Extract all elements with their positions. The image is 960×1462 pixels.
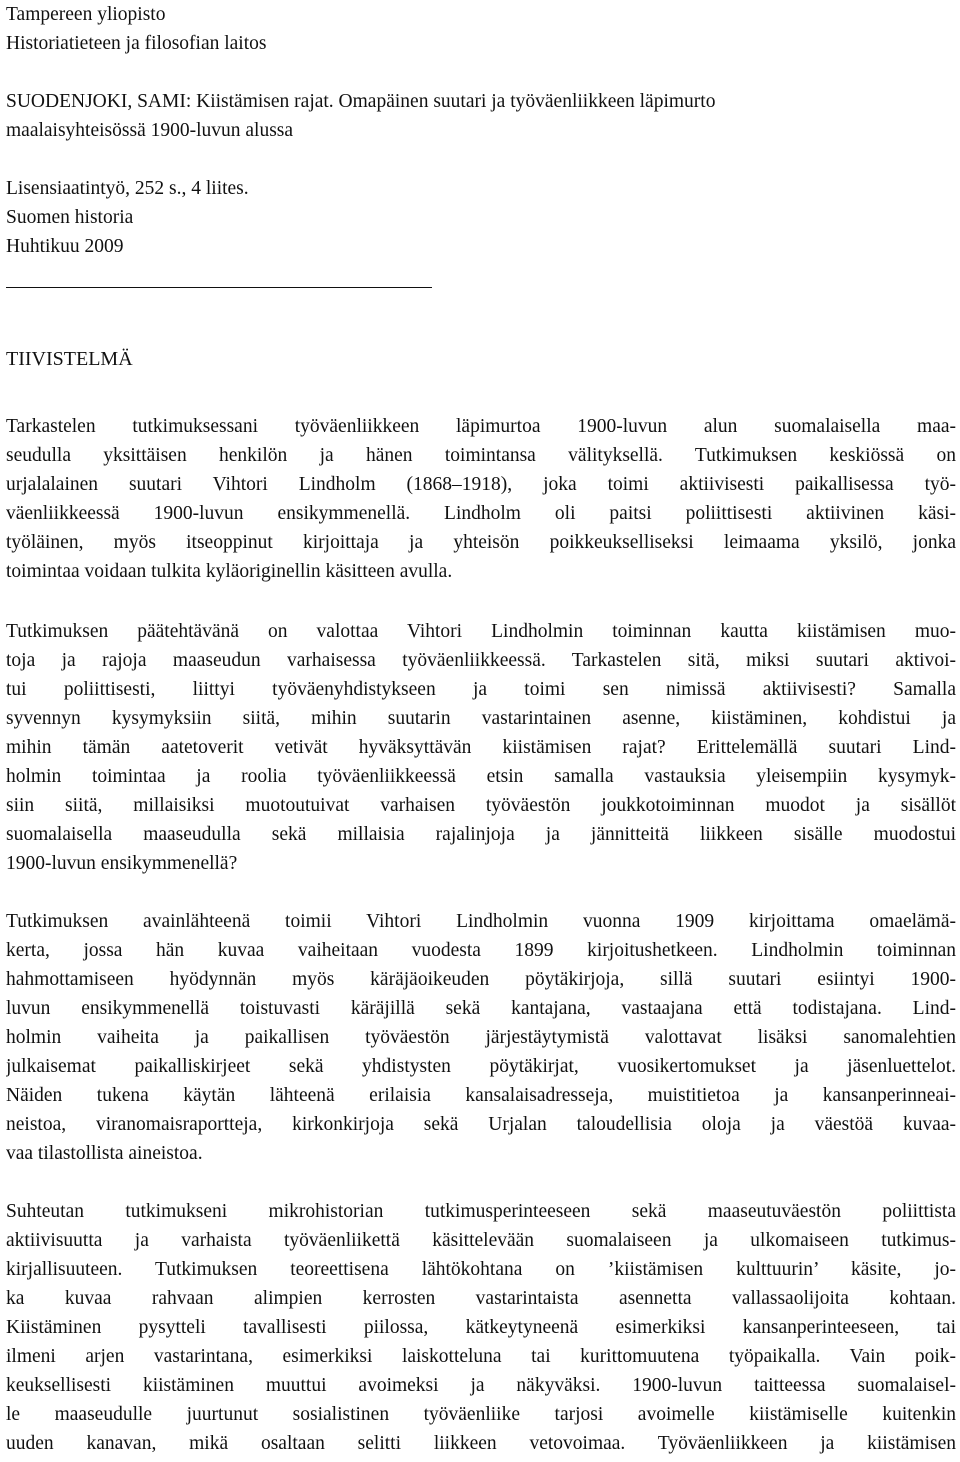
paragraph-line: holmin toimintaa ja roolia työväenliikkeessä etsin samalla vastauksia yleisempiin kysymyk-	[6, 766, 956, 787]
paragraph-line: Suhteutan tutkimukseni mikrohistorian tutkimusperinteeseen sekä maaseutuväestön poliittista	[6, 1201, 956, 1222]
section-title: TIIVISTELMÄ	[6, 348, 133, 370]
paragraph-line: ilmeni arjen vastarintana, esimerkiksi laiskotteluna tai kurittomuutena työpaikalla. Vain poik-	[6, 1346, 956, 1367]
paragraph-line: työläinen, myös itseoppinut kirjoittaja ja yhteisön poikkeukselliseksi leimaama yksilö, jonka	[6, 532, 956, 553]
paragraph-line: syvennyn kysymyksiin siitä, mihin suutarin vastarintainen asenne, kiistäminen, kohdistui ja	[6, 708, 956, 729]
paragraph-line: siin siitä, millaisiksi muotoutuivat varhaisen työväestön joukkotoiminnan muodot ja sisällöt	[6, 795, 956, 816]
document-header	[6, 0, 715, 261]
paragraph-line: luvun ensikymmenellä toistuvasti käräjillä sekä kantajana, vastaajana että todistajana. Lind-	[6, 998, 956, 1019]
paragraph-line: urjalalainen suutari Vihtori Lindholm (1868–1918), joka toimi aktiivisesti paikallisessa työ-	[6, 474, 956, 495]
paragraph-line: keuksellisesti kiistäminen muuttui avoimeksi ja näkyväksi. 1900-luvun taitteessa suomalaisel-	[6, 1375, 956, 1396]
paragraph-line: Tarkastelen tutkimuksessani työväenliikkeen läpimurtoa 1900-luvun alun suomalaisella maa-	[6, 416, 956, 437]
paragraph-line: Kiistäminen pysytteli tavallisesti piilossa, kätkeytyneenä esimerkiksi kansanperinteeseen, tai	[6, 1317, 956, 1338]
paragraph-line: uuden kanavan, mikä osaltaan selitti liikkeen vetovoimaa. Työväenliikkeen ja kiistämisen	[6, 1433, 956, 1454]
thesis-subject: Suomen historia	[6, 207, 134, 228]
university-name: Tampereen yliopisto	[6, 4, 166, 25]
abstract-paragraph-3	[6, 907, 956, 1168]
paragraph-line: vaa tilastollista aineistoa.	[6, 1143, 203, 1164]
paragraph-line: mihin tämän aatetoverit vetivät hyväksyttävän kiistämisen rajat? Erittelemällä suutari Lind-	[6, 737, 956, 758]
paragraph-line: seudulla yksittäisen henkilön ja hänen toimintansa välityksellä. Tutkimuksen keskiössä on	[6, 445, 956, 466]
header-divider	[6, 287, 432, 288]
department-name: Historiatieteen ja filosofian laitos	[6, 33, 267, 54]
paragraph-line: kerta, jossa hän kuvaa vaiheitaan vuodesta 1899 kirjoitushetkeen. Lindholmin toiminnan	[6, 940, 956, 961]
thesis-type: Lisensiaatintyö, 252 s., 4 liites.	[6, 178, 249, 199]
paragraph-line: suomalaisella maaseudulla sekä millaisia rajalinjoja ja jännitteitä liikkeen sisälle muodostui	[6, 824, 956, 845]
paragraph-line: ka kuvaa rahvaan alimpien kerrosten vastarintaista asennetta vallassaolijoita kohtaan.	[6, 1288, 956, 1309]
paragraph-line: Tutkimuksen päätehtävänä on valottaa Vihtori Lindholmin toiminnan kautta kiistämisen muo-	[6, 621, 956, 642]
thesis-title-line-1: SUODENJOKI, SAMI: Kiistämisen rajat. Omapäinen suutari ja työväenliikkeen läpimurto	[6, 91, 716, 112]
paragraph-line: holmin vaiheita ja paikallisen työväestön järjestäytymistä valottavat lisäksi sanomalehtien	[6, 1027, 956, 1048]
paragraph-line: aktiivisuutta ja varhaista työväenliikettä käsittelevään suomalaiseen ja ulkomaiseen tutkimus-	[6, 1230, 956, 1251]
abstract-paragraph-2	[6, 617, 956, 878]
paragraph-line: kirjallisuuteen. Tutkimuksen teoreettisena lähtökohtana on ’kiistämisen kulttuurin’ käsite, jo-	[6, 1259, 956, 1280]
abstract-paragraph-4	[6, 1197, 956, 1458]
thesis-title-line-2: maalaisyhteisössä 1900-luvun alussa	[6, 120, 294, 141]
paragraph-line: hahmottamiseen hyödynnän myös käräjäoikeuden pöytäkirjoja, sillä suutari esiintyi 1900-	[6, 969, 956, 990]
paragraph-line: julkaisemat paikalliskirjeet sekä yhdistysten pöytäkirjat, vuosikertomukset ja jäsenluettelot.	[6, 1056, 956, 1077]
paragraph-line: 1900-luvun ensikymmenellä?	[6, 853, 238, 874]
paragraph-line: toimintaa voidaan tulkita kyläoriginellin käsitteen avulla.	[6, 561, 453, 582]
paragraph-line: toja ja rajoja maaseudun varhaisessa työväenliikkeessä. Tarkastelen sitä, miksi suutari aktivoi-	[6, 650, 956, 671]
abstract-paragraph-1	[6, 412, 956, 586]
paragraph-line: Näiden tukena käytän lähteenä erilaisia kansalaisadresseja, muistitietoa ja kansanperinneai-	[6, 1085, 956, 1106]
paragraph-line: le maaseudulle juurtunut sosialistinen työväenliike tarjosi avoimelle kiistämiselle kuitenkin	[6, 1404, 956, 1425]
paragraph-line: väenliikkeessä 1900-luvun ensikymmenellä. Lindholm oli paitsi poliittisesti aktiivinen käsi-	[6, 503, 956, 524]
paragraph-line: neistoa, viranomaisraportteja, kirkonkirjoja sekä Urjalan taloudellisia oloja ja väestöä kuvaa-	[6, 1114, 956, 1135]
thesis-date: Huhtikuu 2009	[6, 236, 124, 257]
paragraph-line: Tutkimuksen avainlähteenä toimii Vihtori Lindholmin vuonna 1909 kirjoittama omaelämä-	[6, 911, 956, 932]
paragraph-line: tui poliittisesti, liittyi työväenyhdistykseen ja toimi sen nimissä aktiivisesti? Samalla	[6, 679, 956, 700]
